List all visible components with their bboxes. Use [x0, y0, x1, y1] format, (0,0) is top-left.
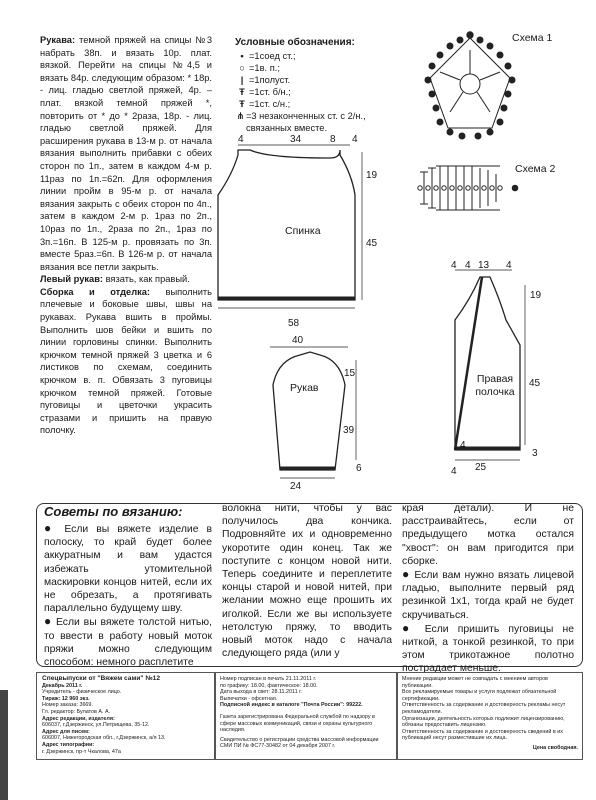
page-edge-strip [0, 690, 8, 800]
legend-item: ○ =1в. п.; [235, 62, 405, 74]
sleeve-dim-side-15: 15 [344, 368, 356, 379]
bullet-icon: ● [44, 614, 53, 629]
tips-title: Советы по вязанию: [44, 504, 183, 519]
sleeve-dim-bottom: 24 [290, 481, 302, 492]
bullet-icon: ● [44, 521, 57, 535]
back-dim-top-1: 4 [238, 134, 244, 145]
legend-title: Условные обозначения: [235, 37, 355, 48]
sleeve-label: Рукав [290, 382, 319, 394]
tips-column-2: волокна нити, чтобы у вас получилось два кончика. Подровняйте их и одновременно укоротите один конец. Так же поступите с концом новой нити. Теперь соедините и переплетите концы старой и новой нитей, при желании можно еще прошить их иголкой. Если же вы используете нетолстую пряжу, то вводить новый моток надо с начала следующего ряда (или у [222, 503, 392, 660]
tips-column-3: края детали). И не расстраивайтесь, если от предыдущего мотка остался "хвост": он вам пригодится при сборке. ● Если вам нужно вязать лицевой гладью, выполните первый ряд резинкой 1х1, тогда край не будет скручиваться. ● Если пришить пуговицы не ниткой, а тонкой резинкой, то при этом трикотажное полотно пострадает меньше. [402, 503, 575, 675]
back-dim-top-3: 8 [330, 134, 336, 145]
front-dim-side-4: 4 [460, 440, 466, 451]
back-label: Спинка [285, 225, 321, 237]
assembly-instructions: выполнить плечевые и боковые швы, швы на рукавах. Рукава вшить в проймы. Выполнить шов бейки и вшить по линии горловины спинки. Выполнить крючком темной пряжей 3 цветка и 6 листиков по схемам, соединить крючком в. п. Обвязать 3 пуговицы крючком темной пряжей. Готовые пуговицы и цветочки украсить стразами и пришить на правую полочку. [40, 286, 212, 436]
imprint-column-2: Номер подписан в печать 21.11.2011 г. по графику: 18.00, фактическое: 18.00. Дата выхода в свет: 28.11.2011 г. Выпечатки - офсетная. Подписной индекс в каталоге "Почта России": 99222. Газета зарегистрирована Федеральной службой по надзору в сфере массовых коммуникаций, связи и охраны культурного наследия. Свидетельство о регистрации средства массовой информации СМИ ПИ № ФС77-30482 от 04 декабря 2007 г. [220, 676, 379, 750]
left-sleeve-heading: Левый рукав: [40, 274, 104, 285]
front-piece-outline [455, 277, 520, 450]
double-crochet-icon: Ŧ [239, 99, 245, 109]
bullet-icon: ● [402, 620, 416, 635]
front-dim-top-3: 13 [478, 260, 490, 271]
flower-schema-icon [425, 32, 515, 139]
back-dim-top-4: 4 [352, 134, 358, 145]
sleeve-piece-outline [273, 352, 345, 470]
assembly-heading: Сборка и отделка: [40, 286, 151, 297]
left-sleeve-instructions: вязать, как правый. [103, 274, 190, 285]
schema-2-label: Схема 2 [515, 163, 556, 175]
chain-stitch-icon: ○ [239, 63, 245, 73]
legend-item: Ŧ =1ст. б/н.; [235, 86, 405, 98]
schema-1-label: Схема 1 [512, 32, 553, 44]
front-dim-side-45: 45 [529, 378, 541, 389]
front-label: Правая полочка [475, 373, 515, 398]
front-dim-top-2: 4 [465, 260, 471, 271]
single-crochet-icon: Ŧ [239, 87, 245, 97]
leaf-schema-icon [418, 166, 518, 210]
sleeve-heading: Рукава: [40, 35, 76, 45]
sleeve-dim-side-39: 39 [343, 425, 355, 436]
sleeve-dim-top: 40 [292, 335, 304, 346]
imprint-divider [214, 672, 216, 760]
front-dim-side-3: 3 [532, 448, 538, 459]
legend-item: • =1соед ст.; [235, 50, 405, 62]
legend-item: Ŧ =1ст. с/н.; [235, 98, 405, 110]
back-dim-side-45: 45 [366, 238, 378, 249]
imprint-column-1: Спецвыпуски от "Вяжем сами" №12 Декабрь 2011 г. Учредитель - физическое лицо. Тираж: 12 960 экз. Номер заказа: 3669. Гл. редактор: Булатов А. А. Адрес редакции, издателя: 606037, г.Дзержинск, ул.Петрищева, 35-12. Адрес для писем: 606007, Нижегородская обл., г.Дзержинск, а/я 13. Адрес типографии: г. Дзержинск, пр-т Чкалова, 47а [42, 675, 166, 755]
back-dim-bottom: 58 [288, 318, 300, 329]
front-dim-top-1: 4 [451, 260, 457, 271]
half-double-icon: | [240, 75, 244, 85]
back-dim-side-19: 19 [366, 170, 378, 181]
imprint-divider [396, 672, 398, 760]
legend-item: | =1полуст. [235, 74, 405, 86]
back-dim-top-2: 34 [290, 134, 302, 145]
front-dim-top-4: 4 [506, 260, 512, 271]
sleeve-dimension-lines [270, 347, 356, 478]
bullet-icon: ● [402, 567, 411, 582]
slip-stitch-icon: • [240, 51, 244, 61]
front-dimension-lines [455, 270, 525, 460]
imprint-column-3: Мнение редакции может не совпадать с мнением авторов публикации. Все рекламируемые товары и услуги подлежат обязательной сертификации. Ответственность за содержание и достоверность рекламы несут рекламодатели. Организации, деятельность которых подлежит лицензированию, обязаны предоставить лицензию. Ответственность за содержание и достоверность сведений в их публикаций несут разместившие их лица. Цена свободная. [402, 676, 578, 751]
front-dim-bottom-4: 4 [451, 466, 457, 477]
sleeve-instructions: темной пряжей на спицы №3 набрать 38п. и вязать 10р. плат. вязкой. Перейти на спицы №4,5 и вязать 84р. следующим образом: * 18р. - лиц. гладью светлой пряжей, 4р. – плат. вязкой темной пряжей *, повторить от * до * 2раза, 18р. - лиц. гладью светлой пряжей. Для расширения рукава в 13-м р. от начала вязания выполнить прибавки с обеих сторон по 1п., затем в каждом 4-м р. 11раз по 1п.=62п. Для оформления линии пройм в 95-м р. от начала вязания закрыть с обеих сторон по 4п., затем в каждом 2-м р. 1раз по 2п., 10раз по 1п., 2раза по 2п., 1раз по 3п.=16п. В 125-м р. провязать по 3п. вместе 5раз.=6п. В 126-м р. от начала вязания все петли закрыть. [40, 35, 212, 272]
cluster-icon: ⋔ [236, 111, 245, 121]
legend-item: ⋔ =3 незаконченных ст. с 2/н., связанных вместе. [236, 111, 366, 133]
tips-column-1: ● Если вы вяжете изделие в полоску, то край будет более аккуратным и вам удастся избежать утомительной маскировки концов нитей, если их не обрезать, а протягивать параллельно будущему шву. ● Если вы вяжете толстой нитью, то ввести в работу новый моток пряжи можно следующим способом: немного расплетите [44, 521, 213, 669]
sleeve-dim-side-6: 6 [356, 463, 362, 474]
front-dim-bottom-25: 25 [475, 462, 487, 473]
front-dim-side-19: 19 [530, 290, 542, 301]
